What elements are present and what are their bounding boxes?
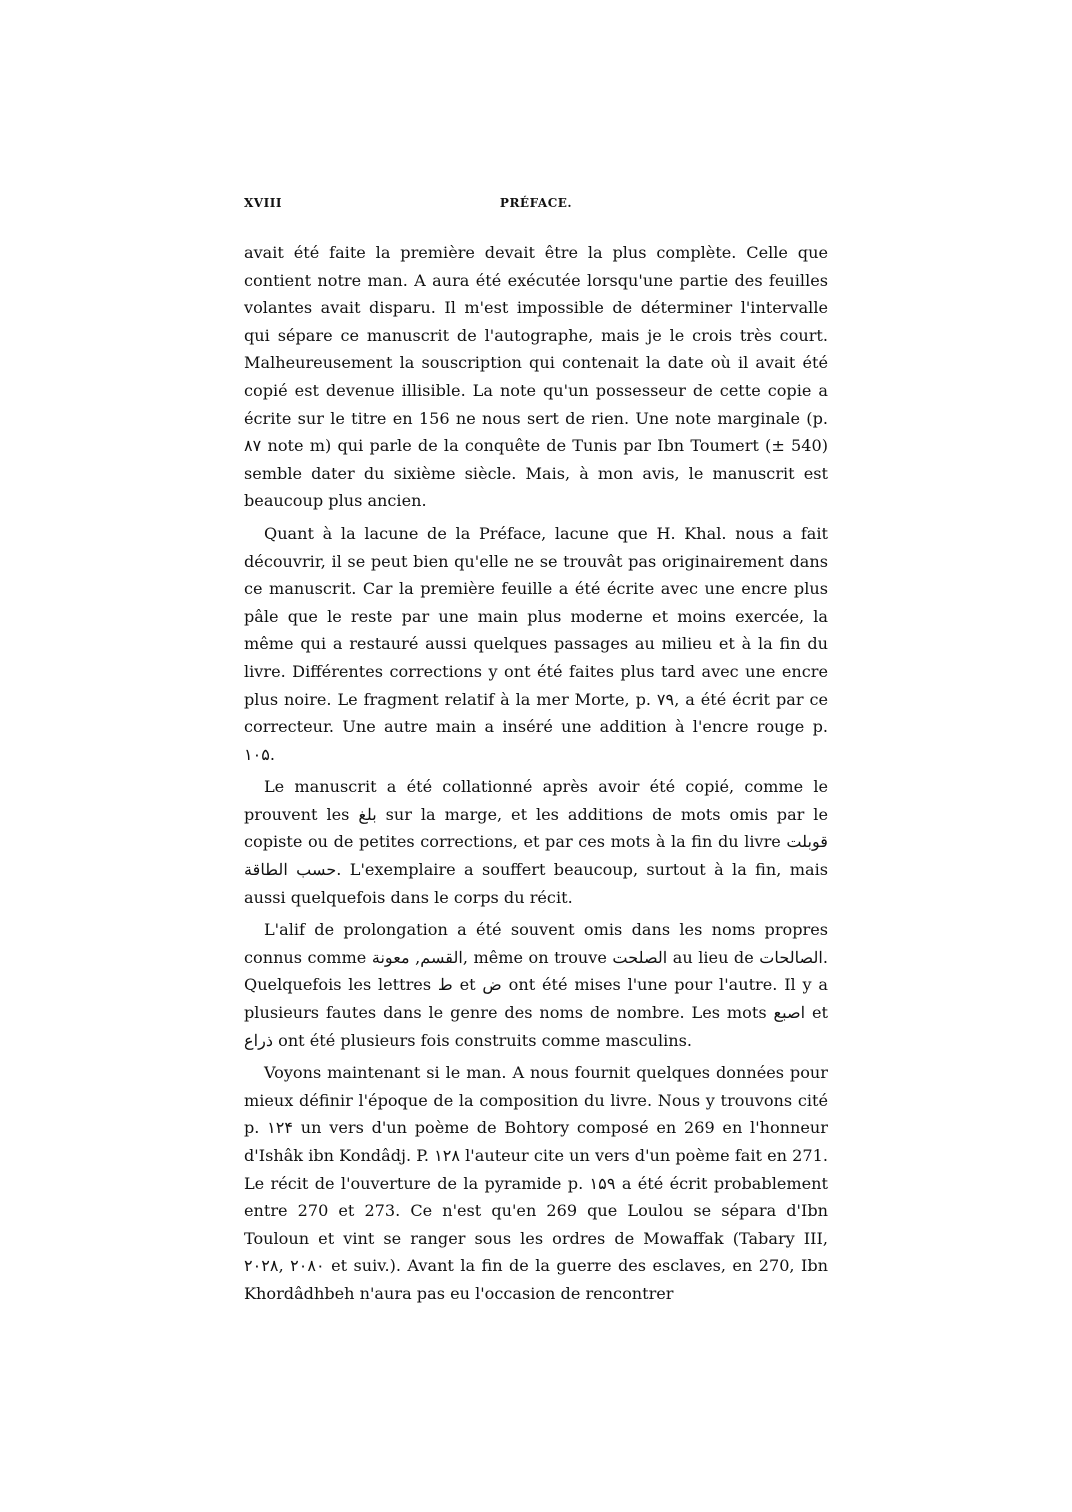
body-text: [244, 239, 828, 1308]
paragraph-dating: Voyons maintenant si le man. A nous fournit quelques données pour mieux définir l'époque de la composition du livre. Nous y trouvons cité p. ۱۲۴ un vers d'un poème de Bohtory composé en 269 en l'honneur d'Ishâk ibn Kondâdj. P. ۱۲۸ l'auteur cite un vers d'un poème fait en 271. Le récit de l'ouverture de la pyramide p. ۱۵۹ a été écrit probablement entre 270 et 273. Ce n'est qu'en 269 que Loulou se sépara d'Ibn Touloun et vint se ranger sous les ordres de Mowaffak (Tabary III, ۲۰۲۸, ۲۰۸۰ et suiv.). Avant la fin de la guerre des esclaves, en 270, Ibn Khordâdhbeh n'aura pas eu l'occasion de rencontrer: [244, 1063, 828, 1303]
paragraph-continuation: avait été faite la première devait être la plus complète. Celle que contient notre man. A aura été exécutée lorsqu'une partie des feuilles volantes avait disparu. Il m'est impossible de déterminer l'intervalle qui sépare ce manuscrit de l'autographe, mais je le crois très court. Malheureusement la souscription qui contenait la date où il avait été copié est devenue illisible. La note qu'un possesseur de cette copie a écrite sur le titre en 156 ne nous sert de rien. Une note marginale (p. ۸۷ note m) qui parle de la conquête de Tunis par Ibn Toumert (± 540) semble dater du sixième siècle. Mais, à mon avis, le manuscrit est beaucoup plus ancien.: [244, 243, 828, 511]
paragraph-lacuna: Quant à la lacune de la Préface, lacune que H. Khal. nous a fait découvrir, il se peut bien qu'elle ne se trouvât pas originairement dans ce manuscrit. Car la première feuille a été écrite avec une encre plus pâle que le reste par une main plus moderne et moins exercée, la même qui a restauré aussi quelques passages au milieu et à la fin du livre. Différentes corrections y ont été faites plus tard avec une encre plus noire. Le fragment relatif à la mer Morte, p. ۷۹, a été écrit par ce correcteur. Une autre main a inséré une addition à l'encre rouge p. ۱۰۵.: [244, 523, 828, 764]
running-title: PRÉFACE.: [499, 196, 573, 210]
book-page: [244, 196, 828, 1313]
page-number: XVIII: [244, 196, 282, 210]
running-head: [244, 196, 828, 220]
paragraph-collation: Le manuscrit a été collationné après avoir été copié, comme le prouvent les بلغ sur la marge, et les additions de mots omis par le copiste ou de petites corrections, et par ces mots à la fin du livre قوبلت حسب الطاقة. L'exemplaire a souffert beaucoup, surtout à la fin, mais aussi quelquefois dans le corps du récit.: [244, 777, 829, 907]
paragraph-alif: L'alif de prolongation a été souvent omis dans les noms propres connus comme القسم, معونة, même on trouve الصلحت au lieu de الصالحات. Quelquefois les lettres ط et ض ont été mises l'une pour l'autre. Il y a plusieurs fautes dans le genre des noms de nombre. Les mots اصبع et ذراع ont été plusieurs fois construits comme masculins.: [244, 920, 828, 1050]
